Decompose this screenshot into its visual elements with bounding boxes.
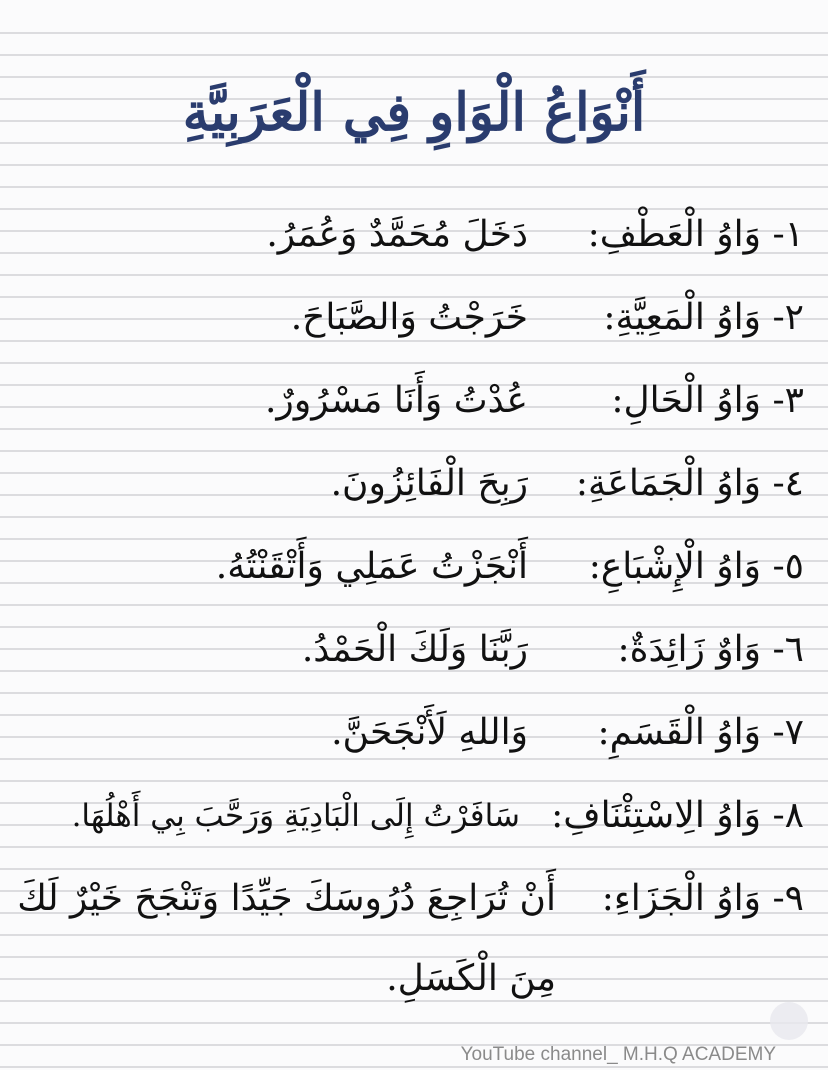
waw-type-term: ٩- وَاوُ الْجَزَاءِ:	[601, 878, 804, 919]
waw-type-term: ٤- وَاوُ الْجَمَاعَةِ:	[575, 463, 804, 504]
list-item	[0, 195, 828, 275]
list-item	[0, 527, 828, 607]
list-item	[0, 776, 828, 856]
waw-type-term: ٢- وَاوُ الْمَعِيَّةِ:	[603, 297, 804, 338]
waw-type-term: ٥- وَاوُ الْإِشْبَاعِ:	[588, 546, 804, 587]
waw-type-example: سَافَرْتُ إِلَى الْبَادِيَةِ وَرَحَّبَ بِي أَهْلُهَا.	[71, 798, 520, 834]
waw-type-example: رَبَّنَا وَلَكَ الْحَمْدُ.	[301, 629, 528, 670]
watermark: YouTube channel_ M.H.Q ACADEMY	[460, 1044, 776, 1065]
list-item	[0, 693, 828, 773]
watermark-logo-icon	[770, 1002, 808, 1040]
page-title: أَنْوَاعُ الْوَاوِ فِي الْعَرَبِيَّةِ	[182, 82, 646, 143]
list-item	[0, 278, 828, 358]
waw-type-example: رَبِحَ الْفَائِزُونَ.	[330, 463, 528, 504]
waw-type-term: ٦- وَاوٌ زَائِدَةٌ:	[617, 629, 804, 670]
waw-type-example: أَنْ تُرَاجِعَ دُرُوسَكَ جَيِّدًا وَتَنْجَحَ خَيْرٌ لَكَ مِنَ الْكَسَلِ.	[17, 878, 556, 999]
waw-type-example: عُدْتُ وَأَنَا مَسْرُورٌ.	[264, 380, 528, 421]
waw-type-term: ١- وَاوُ الْعَطْفِ:	[587, 214, 804, 255]
list-item	[0, 859, 828, 1019]
waw-type-example: وَاللهِ لَأَنْجَحَنَّ.	[331, 712, 528, 753]
waw-type-term: ٧- وَاوُ الْقَسَمِ:	[597, 712, 804, 753]
list-item	[0, 610, 828, 690]
waw-type-example: أَنْجَزْتُ عَمَلِي وَأَتْقَنْتُهُ.	[215, 546, 528, 587]
list-item	[0, 444, 828, 524]
waw-type-term: ٣- وَاوُ الْحَالِ:	[611, 380, 804, 421]
waw-type-example: دَخَلَ مُحَمَّدٌ وَعُمَرُ.	[266, 214, 528, 255]
waw-type-example: خَرَجْتُ وَالصَّبَاحَ.	[290, 297, 528, 338]
waw-type-term: ٨- وَاوُ الِاسْتِئْنَافِ:	[551, 795, 804, 836]
list-item	[0, 361, 828, 441]
